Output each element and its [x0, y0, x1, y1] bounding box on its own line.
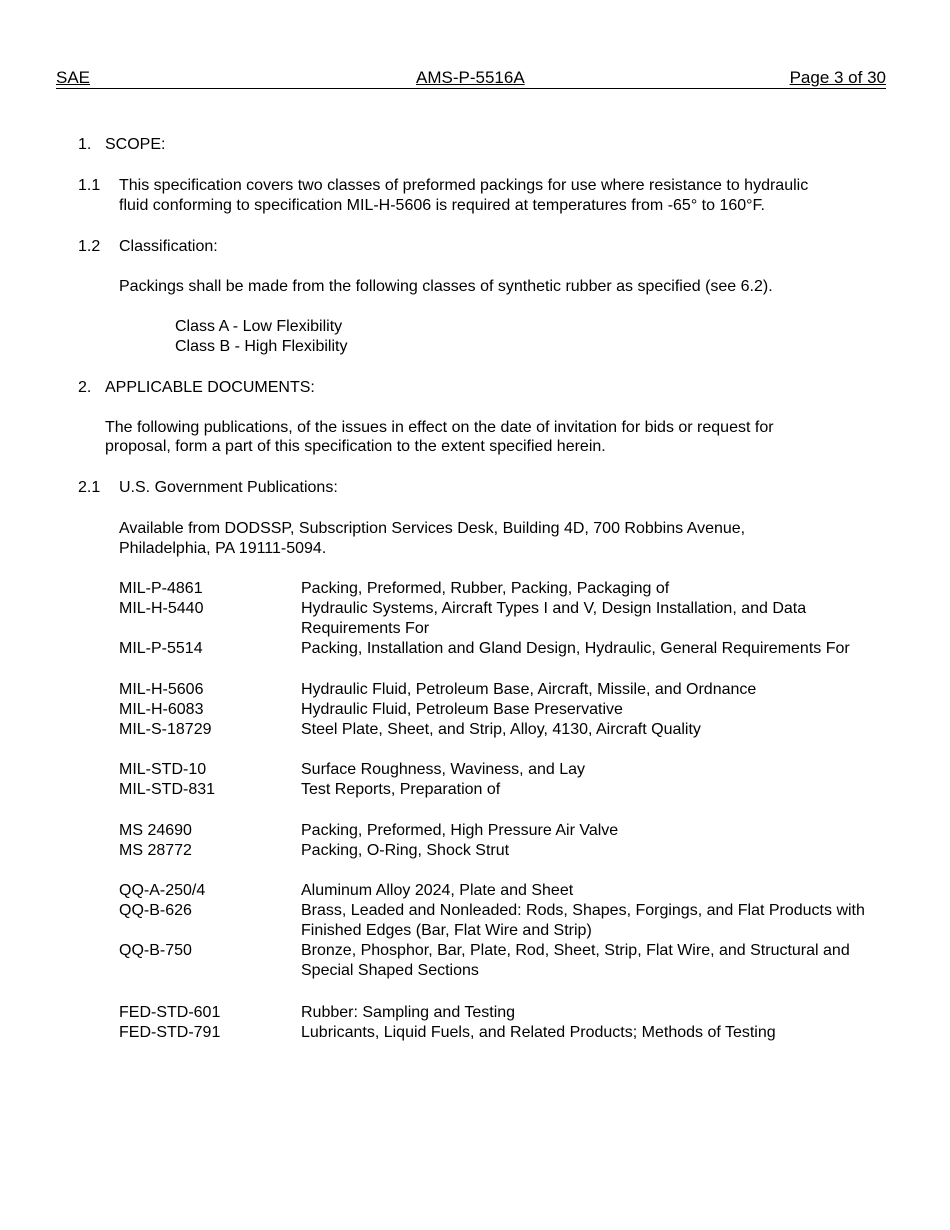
class-b-item: Class B - High Flexibility	[175, 338, 348, 355]
document-id: MIL-P-5514	[119, 640, 203, 657]
document-id: MIL-STD-10	[119, 761, 207, 778]
document-title: Test Reports, Preparation of	[301, 781, 501, 798]
section-1-number: 1.	[78, 136, 92, 153]
document-title: Rubber: Sampling and Testing	[301, 1004, 516, 1021]
document-title: Packing, Preformed, Rubber, Packing, Packaging of	[301, 580, 670, 597]
header-doc-number: AMS-P-5516A	[416, 68, 525, 87]
document-title: Aluminum Alloy 2024, Plate and Sheet	[301, 882, 574, 899]
document-title: Steel Plate, Sheet, and Strip, Alloy, 4130, Aircraft Quality	[301, 721, 701, 738]
document-title: Packing, Preformed, High Pressure Air Valve	[301, 822, 619, 839]
document-id: QQ-B-626	[119, 902, 192, 919]
document-title: Brass, Leaded and Nonleaded: Rods, Shapes, Forgings, and Flat Products with Finished Edges (Bar, Flat Wire and Strip)	[301, 902, 865, 939]
section-1-1-text-line1: This specification covers two classes of preformed packings for use where resistance to hydraulic	[119, 177, 809, 194]
document-id: QQ-A-250/4	[119, 882, 206, 899]
section-1-1-text-line2: fluid conforming to specification MIL-H-5606 is required at temperatures from -65° to 160°F.	[119, 197, 765, 214]
section-1-title: SCOPE:	[105, 136, 166, 153]
document-id: MIL-H-6083	[119, 701, 204, 718]
section-1-1-number: 1.1	[78, 177, 101, 194]
document-title: Packing, O-Ring, Shock Strut	[301, 842, 510, 859]
section-2-1-title: U.S. Government Publications:	[119, 479, 338, 496]
document-id: MIL-S-18729	[119, 721, 212, 738]
section-2-1-text-line1: Available from DODSSP, Subscription Services Desk, Building 4D, 700 Robbins Avenue,	[119, 520, 746, 537]
section-2-text-line1: The following publications, of the issues in effect on the date of invitation for bids or request for	[105, 419, 774, 436]
page-header	[56, 67, 886, 89]
section-1-2-intro: Packings shall be made from the following classes of synthetic rubber as specified (see 6.2).	[119, 278, 773, 295]
document-id: MIL-STD-831	[119, 781, 216, 798]
section-2-number: 2.	[78, 379, 92, 396]
header-org: SAE	[56, 68, 91, 87]
document-title: Surface Roughness, Waviness, and Lay	[301, 761, 586, 778]
section-1-2-number: 1.2	[78, 238, 101, 255]
document-id: MIL-H-5440	[119, 600, 204, 617]
section-2-title: APPLICABLE DOCUMENTS:	[105, 379, 315, 396]
document-id: MS 28772	[119, 842, 192, 859]
document-id: FED-STD-601	[119, 1004, 221, 1021]
document-title: Hydraulic Fluid, Petroleum Base, Aircraft, Missile, and Ordnance	[301, 681, 757, 698]
document-title: Lubricants, Liquid Fuels, and Related Products; Methods of Testing	[301, 1024, 776, 1041]
document-title: Bronze, Phosphor, Bar, Plate, Rod, Sheet, Strip, Flat Wire, and Structural and Special Shaped Sections	[301, 942, 850, 979]
document-id: FED-STD-791	[119, 1024, 221, 1041]
document-title: Packing, Installation and Gland Design, Hydraulic, General Requirements For	[301, 640, 850, 657]
section-2-text-line2: proposal, form a part of this specification to the extent specified herein.	[105, 438, 606, 455]
header-page-number: Page 3 of 30	[789, 68, 886, 87]
document-id: MIL-H-5606	[119, 681, 204, 698]
section-1-2-title: Classification:	[119, 238, 218, 255]
document-id: MIL-P-4861	[119, 580, 203, 597]
document-id: QQ-B-750	[119, 942, 192, 959]
document-title: Hydraulic Systems, Aircraft Types I and V, Design Installation, and Data Requirements For	[301, 600, 807, 637]
class-a-item: Class A - Low Flexibility	[175, 318, 343, 335]
document-title: Hydraulic Fluid, Petroleum Base Preservative	[301, 701, 623, 718]
section-2-1-text-line2: Philadelphia, PA 19111-5094.	[119, 540, 327, 557]
document-id: MS 24690	[119, 822, 192, 839]
section-2-1-number: 2.1	[78, 479, 101, 496]
